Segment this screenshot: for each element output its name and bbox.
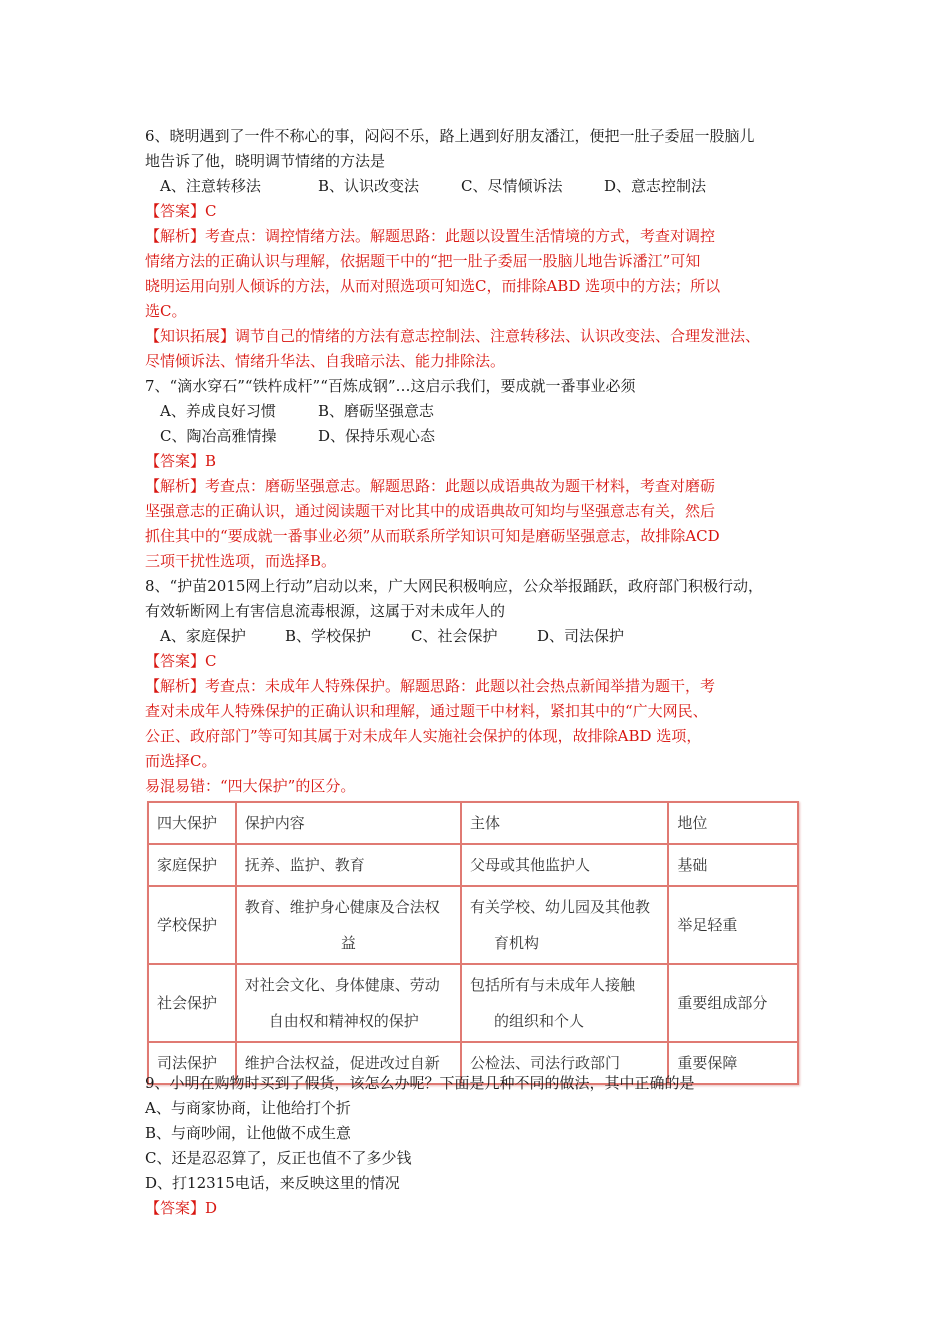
row-subject-line1: 有关学校、幼儿园及其他教 xyxy=(470,898,651,916)
q6-stem-line2: 地告诉了他，晓明调节情绪的方法是 xyxy=(145,152,386,170)
header-content: 保护内容 xyxy=(236,802,461,844)
q8-analysis-line4: 而选择C。 xyxy=(145,752,217,770)
q6-option-b: B、认识改变法 xyxy=(318,177,420,195)
q8-answer: 【答案】C xyxy=(145,652,217,670)
row-status: 举足轻重 xyxy=(668,886,798,964)
row-subject-line2: 的组织和个人 xyxy=(494,1012,585,1030)
row-type: 司法保护 xyxy=(148,1042,236,1084)
four-protections-table xyxy=(147,801,799,1085)
q9-stem: 9、小明在购物时买到了假货，该怎么办呢？下面是几种不同的做法，其中正确的是 xyxy=(145,1074,695,1092)
q8-option-d: D、司法保护 xyxy=(537,627,625,645)
q8-analysis-line1: 【解析】考查点：未成年人特殊保护。解题思路：此题以社会热点新闻举措为题干，考 xyxy=(145,677,716,695)
row-content-text: 维护合法权益，促进改过自新 xyxy=(244,1054,440,1072)
row-subject-line2: 育机构 xyxy=(494,934,540,952)
q9-answer: 【答案】D xyxy=(145,1199,218,1217)
q7-analysis-line2: 坚强意志的正确认识，通过阅读题干对比其中的成语典故可知均与坚强意志有关，然后 xyxy=(145,502,716,520)
q8-option-b: B、学校保护 xyxy=(285,627,372,645)
row-status: 基础 xyxy=(668,844,798,886)
q6-analysis-line1: 【解析】考查点：调控情绪方法。解题思路：此题以设置生活情境的方式，考查对调控 xyxy=(145,227,716,245)
row-content xyxy=(236,886,461,964)
header-status: 地位 xyxy=(668,802,798,844)
q8-confusion-note: 易混易错：“四大保护”的区分。 xyxy=(145,777,356,795)
row-content-line1: 教育、维护身心健康及合法权 xyxy=(244,898,440,916)
q6-option-c: C、尽情倾诉法 xyxy=(461,177,563,195)
row-content xyxy=(236,964,461,1042)
q6-extension-line1: 【知识拓展】调节自己的情绪的方法有意志控制法、注意转移法、认识改变法、合理发泄法、 xyxy=(145,327,761,345)
q7-analysis-line4: 三项干扰性选项，而选择B。 xyxy=(145,552,337,570)
header-type: 四大保护 xyxy=(148,802,236,844)
q9-option-d: D、打12315电话，来反映这里的情况 xyxy=(145,1174,400,1192)
row-subject-line1: 包括所有与未成年人接触 xyxy=(470,976,636,994)
header-subject: 主体 xyxy=(461,802,668,844)
row-content-line2: 益 xyxy=(340,934,356,952)
q8-analysis-line2: 查对未成年人特殊保护的正确认识和理解，通过题干中材料，紧扣其中的“广大网民、 xyxy=(145,702,708,720)
q7-option-c: C、陶冶高雅情操 xyxy=(160,427,277,445)
q6-analysis-line2: 情绪方法的正确认识与理解，依据题干中的“把一肚子委屈一股脑儿地告诉潘江”可知 xyxy=(145,252,701,270)
q6-stem-line1: 6、晓明遇到了一件不称心的事，闷闷不乐，路上遇到好朋友潘江，便把一肚子委屈一股脑儿 xyxy=(145,127,755,145)
row-subject xyxy=(461,886,668,964)
q7-stem: 7、“滴水穿石”“铁杵成杆”“百炼成钢”…这启示我们，要成就一番事业必须 xyxy=(145,377,636,395)
q6-answer: 【答案】C xyxy=(145,202,217,220)
row-content-line1: 对社会文化、身体健康、劳动 xyxy=(244,976,440,994)
q6-analysis-line3: 晓明运用向别人倾诉的方法，从而对照选项可知选C，而排除ABD 选项中的方法；所以 xyxy=(145,277,721,295)
q8-option-a: A、家庭保护 xyxy=(160,627,246,645)
q6-option-a: A、注意转移法 xyxy=(160,177,261,195)
q8-analysis-line3: 公正、政府部门”等可知其属于对未成年人实施社会保护的体现，故排除ABD 选项， xyxy=(145,727,702,745)
row-content xyxy=(236,844,461,886)
row-status: 重要组成部分 xyxy=(668,964,798,1042)
table-row xyxy=(148,844,798,886)
row-subject-text: 父母或其他监护人 xyxy=(470,856,591,874)
row-type: 学校保护 xyxy=(148,886,236,964)
q6-option-d: D、意志控制法 xyxy=(604,177,707,195)
row-subject xyxy=(461,964,668,1042)
row-subject-text: 公检法、司法行政部门 xyxy=(470,1054,621,1072)
q9-option-a: A、与商家协商，让他给打个折 xyxy=(145,1099,351,1117)
row-type: 社会保护 xyxy=(148,964,236,1042)
q7-analysis-line1: 【解析】考查点：磨砺坚强意志。解题思路：此题以成语典故为题干材料，考查对磨砺 xyxy=(145,477,716,495)
q7-analysis-line3: 抓住其中的“要成就一番事业必须”从而联系所学知识可知是磨砺坚强意志，故排除ACD xyxy=(145,527,720,545)
q7-option-a: A、养成良好习惯 xyxy=(160,402,276,420)
q7-option-b: B、磨砺坚强意志 xyxy=(318,402,435,420)
q8-option-c: C、社会保护 xyxy=(411,627,498,645)
q6-extension-line2: 尽情倾诉法、情绪升华法、自我暗示法、能力排除法。 xyxy=(145,352,506,370)
row-type: 家庭保护 xyxy=(148,844,236,886)
q8-stem-line1: 8、“护苗2015网上行动”启动以来，广大网民积极响应，公众举报踊跃，政府部门积极行动， xyxy=(145,577,764,595)
row-status: 重要保障 xyxy=(668,1042,798,1084)
row-content-text: 抚养、监护、教育 xyxy=(244,856,365,874)
q7-option-d: D、保持乐观心态 xyxy=(318,427,436,445)
row-subject xyxy=(461,844,668,886)
table-row xyxy=(148,886,798,964)
q8-stem-line2: 有效斩断网上有害信息流毒根源，这属于对未成年人的 xyxy=(145,602,506,620)
table-row xyxy=(148,964,798,1042)
q7-answer: 【答案】B xyxy=(145,452,217,470)
q6-analysis-line4: 选C。 xyxy=(145,302,187,320)
q9-option-b: B、与商吵闹，让他做不成生意 xyxy=(145,1124,352,1142)
row-content-line2: 自由权和精神权的保护 xyxy=(268,1012,419,1030)
q9-option-c: C、还是忍忍算了，反正也值不了多少钱 xyxy=(145,1149,412,1167)
table-header-row xyxy=(148,802,798,844)
